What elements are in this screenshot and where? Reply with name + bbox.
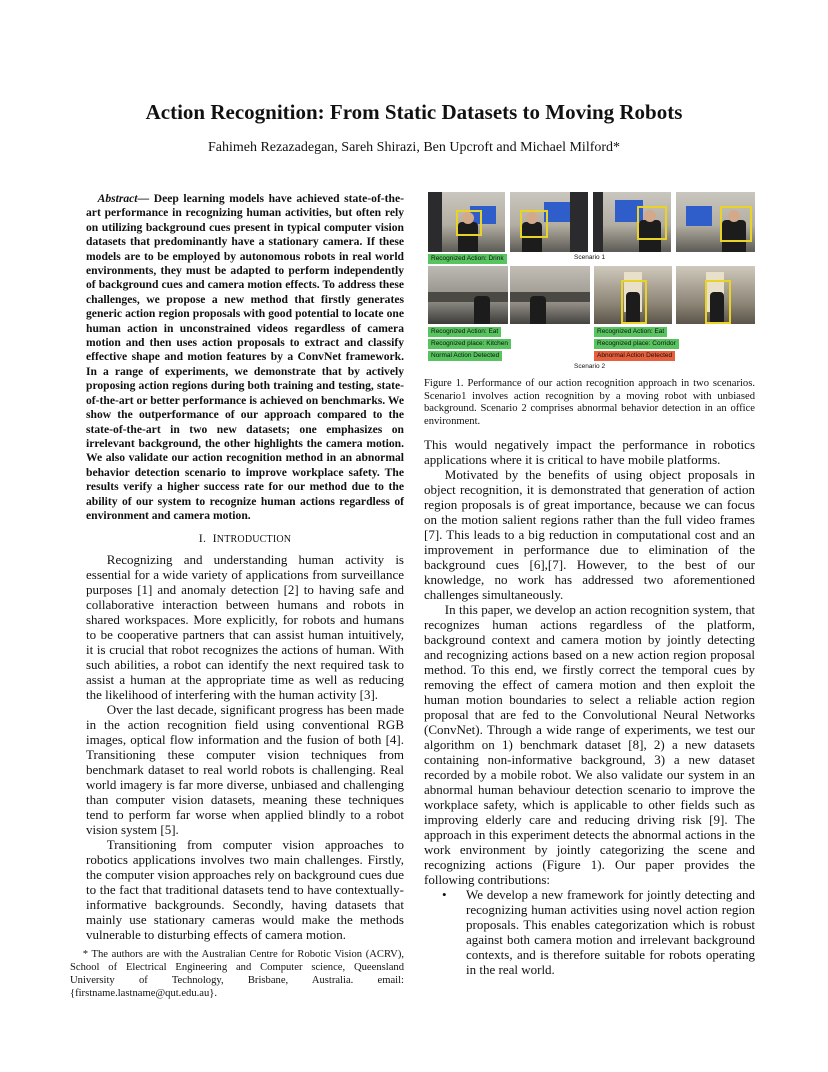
detection-box [705,280,731,324]
author-list: Fahimeh Rezazadegan, Sareh Shirazi, Ben Upcroft and Michael Milford* [207,140,621,155]
figure-frame-drink-2 [510,192,588,252]
detection-box [720,206,752,242]
right-column [424,192,755,977]
abstract-text: Deep learning models have achieved state-of-the-art performance in recognizing human activities, but often rely on utilizing background cues present in typical computer vision datasets that predominantly have a stationary camera. If these models are to be employed by autonomous robots in real world environments, they must be adapted to perform independently of background cues and camera motion effects. To address these challenges, we propose a new method that firstly generates generic action region proposals with good potential to locate one human action in unconstrained videos regardless of camera motion and then uses action proposals to extract and classify effective shape and motion features by a ConvNet framework. In a range of experiments, we demonstrate that by actively proposing action regions during both training and testing, state-of-the-art or better performance is achieved on benchmarks. We show the outperformance of our approach compared to the state-of-the-art in two new datasets; one emphasizes on irrelevant background, the other highlights the camera motion. We also validate our action recognition method in an abnormal behavior detection scenario to improve workplace safety. The results verify a higher success rate for our method due to the ability of our system to recognize human actions regardless of environment and camera motion. [86,192,404,522]
figure-label-eat-1: Recognized Action: Eat [428,327,501,337]
abstract-label: Abstract [97,192,138,205]
figure-caption: Figure 1. Performance of our action recognition approach in two scenarios. Scenario1 involves action recognition by a moving robot with unbiased background. Scenario 2 comprises abnormal behavior detection in an office environment. [424,378,755,427]
contribution-list [424,887,755,977]
abstract-separator: — [137,192,154,205]
figure-1 [424,192,755,370]
figure-frame-corridor-2 [676,266,755,324]
section-heading-introduction [86,531,404,546]
detection-box [520,210,548,238]
section-title-rest: NTRODUCTION [216,534,292,546]
section-number: I. [198,531,207,546]
author-footnote: * The authors are with the Australian Centre for Robotic Vision (ACRV), School of Electrical Engineering and Computer science, Queensland University of Technology, Brisbane, Australia. email: {firstname.lastname@qut.edu.au}. [70,949,404,999]
figure-scenario-2: Scenario 2 [574,363,606,370]
figure-frame-drink-1 [428,192,505,252]
figure-label-abnormal: Abnormal Action Detected [594,351,675,361]
figure-label-place-corridor: Recognized place: Corridor [594,339,679,349]
left-column [86,192,404,942]
contribution-text: We develop a new framework for jointly detecting and recognizing human activities using novel action region proposals. This enables categorization which is robust against both camera motion and irrelevant background contexts, and is therefore suitable for robots operating in the real world. [466,887,755,977]
figure-frame-drink-3 [593,192,671,252]
contribution-item [442,887,755,977]
figure-label-eat-2: Recognized Action: Eat [594,327,667,337]
right-paragraph-2: Motivated by the benefits of using object proposals in object recognition, it is demonstrated that generation of action region proposals is of great importance, because we can focus on the motion salient regions rather than the full video frames [7]. This leads to a big reduction in computational cost and an improvement in performance due to elimination of the background cues [6],[7]. However, to the best of our knowledge, no work has addressed two aforementioned challenges simultaneously. [424,467,755,602]
figure-label-normal: Normal Action Detected [428,351,502,361]
intro-paragraph-2: Over the last decade, significant progress has been made in the action recognition field using conventional RGB images, optical flow information and the fusion of both [4]. Transitioning these computer vision techniques from benchmark dataset to real world robots is challenging. Real world imagery is far more diverse, unbiased and challenging than computer vision datasets, meaning these techniques tend to perform far worse when applied blindly to a robot vision system [5]. [86,702,404,838]
figure-scenario-1: Scenario 1 [574,254,606,261]
figure-label-drink: Recognized Action: Drink [428,254,507,264]
detection-box [456,210,482,236]
bullet-icon: • [442,887,447,902]
figure-frame-kitchen-1 [428,266,508,324]
abstract [86,192,404,523]
right-paragraph-1: This would negatively impact the performance in robotics applications where it is critical to have mobile platforms. [424,437,755,467]
intro-paragraph-1: Recognizing and understanding human activity is essential for a wide variety of applications from surveillance purposes [1] and anomaly detection [2] to having safe and collaborative interaction between humans and robots in shared workspaces. More explicitly, for robots and humans to be cooperative partners that can assist human intuitively, it is crucial that robot recognizes the actions of human. With such abilities, a robot can identify the next required task to assist a human at the appropriate time as well as reducing the likelihood of interfering with the human activity [3]. [86,552,404,703]
figure-label-place-kitchen: Recognized place: Kitchen [428,339,511,349]
figure-frame-corridor-1 [594,266,672,324]
detection-box [621,280,647,324]
paper-title: Action Recognition: From Static Datasets to Moving Robots [145,100,683,124]
section-title-initial: I [212,531,217,546]
figure-frame-drink-4 [676,192,755,252]
intro-paragraph-3: Transitioning from computer vision approaches to robotics applications involves two main challenges. Firstly, the computer vision approaches rely on background cues due to the fact that traditional datasets tend to have contextually-informative backgrounds. Secondly, having datasets that mainly use stationary cameras would make the methods vulnerable to disturbing effects of camera motion. [86,837,404,943]
screen-image [686,206,712,226]
figure-frame-kitchen-2 [510,266,590,324]
detection-box [637,206,667,240]
right-paragraph-3: In this paper, we develop an action recognition system, that recognizes human actions regardless of the platform, background context and camera motion by jointly detecting and recognizing actions based on a new action region proposal method. To this end, we firstly correct the temporal cues by removing the effect of camera motion and then exploit the human motion boundaries to select a reliable action region proposal that are fed to the Convolutional Neural Networks (ConvNet). Through a wide range of experiments, we test our algorithm on 1) benchmark dataset [8], 2) a new datasets containing non-informative background, 3) a new dataset recorded by a mobile robot. We also validate our system in an abnormal human behaviour detection scenario to improve the workplace safety, which is applicable to other fields such as improving elderly care and reducing driving risk [9]. The approach in this experiment detects the abnormal actions in the work environment by jointly categorizing the scene and recognizing actions (Figure 1). Our paper provides the following contributions: [424,602,755,887]
